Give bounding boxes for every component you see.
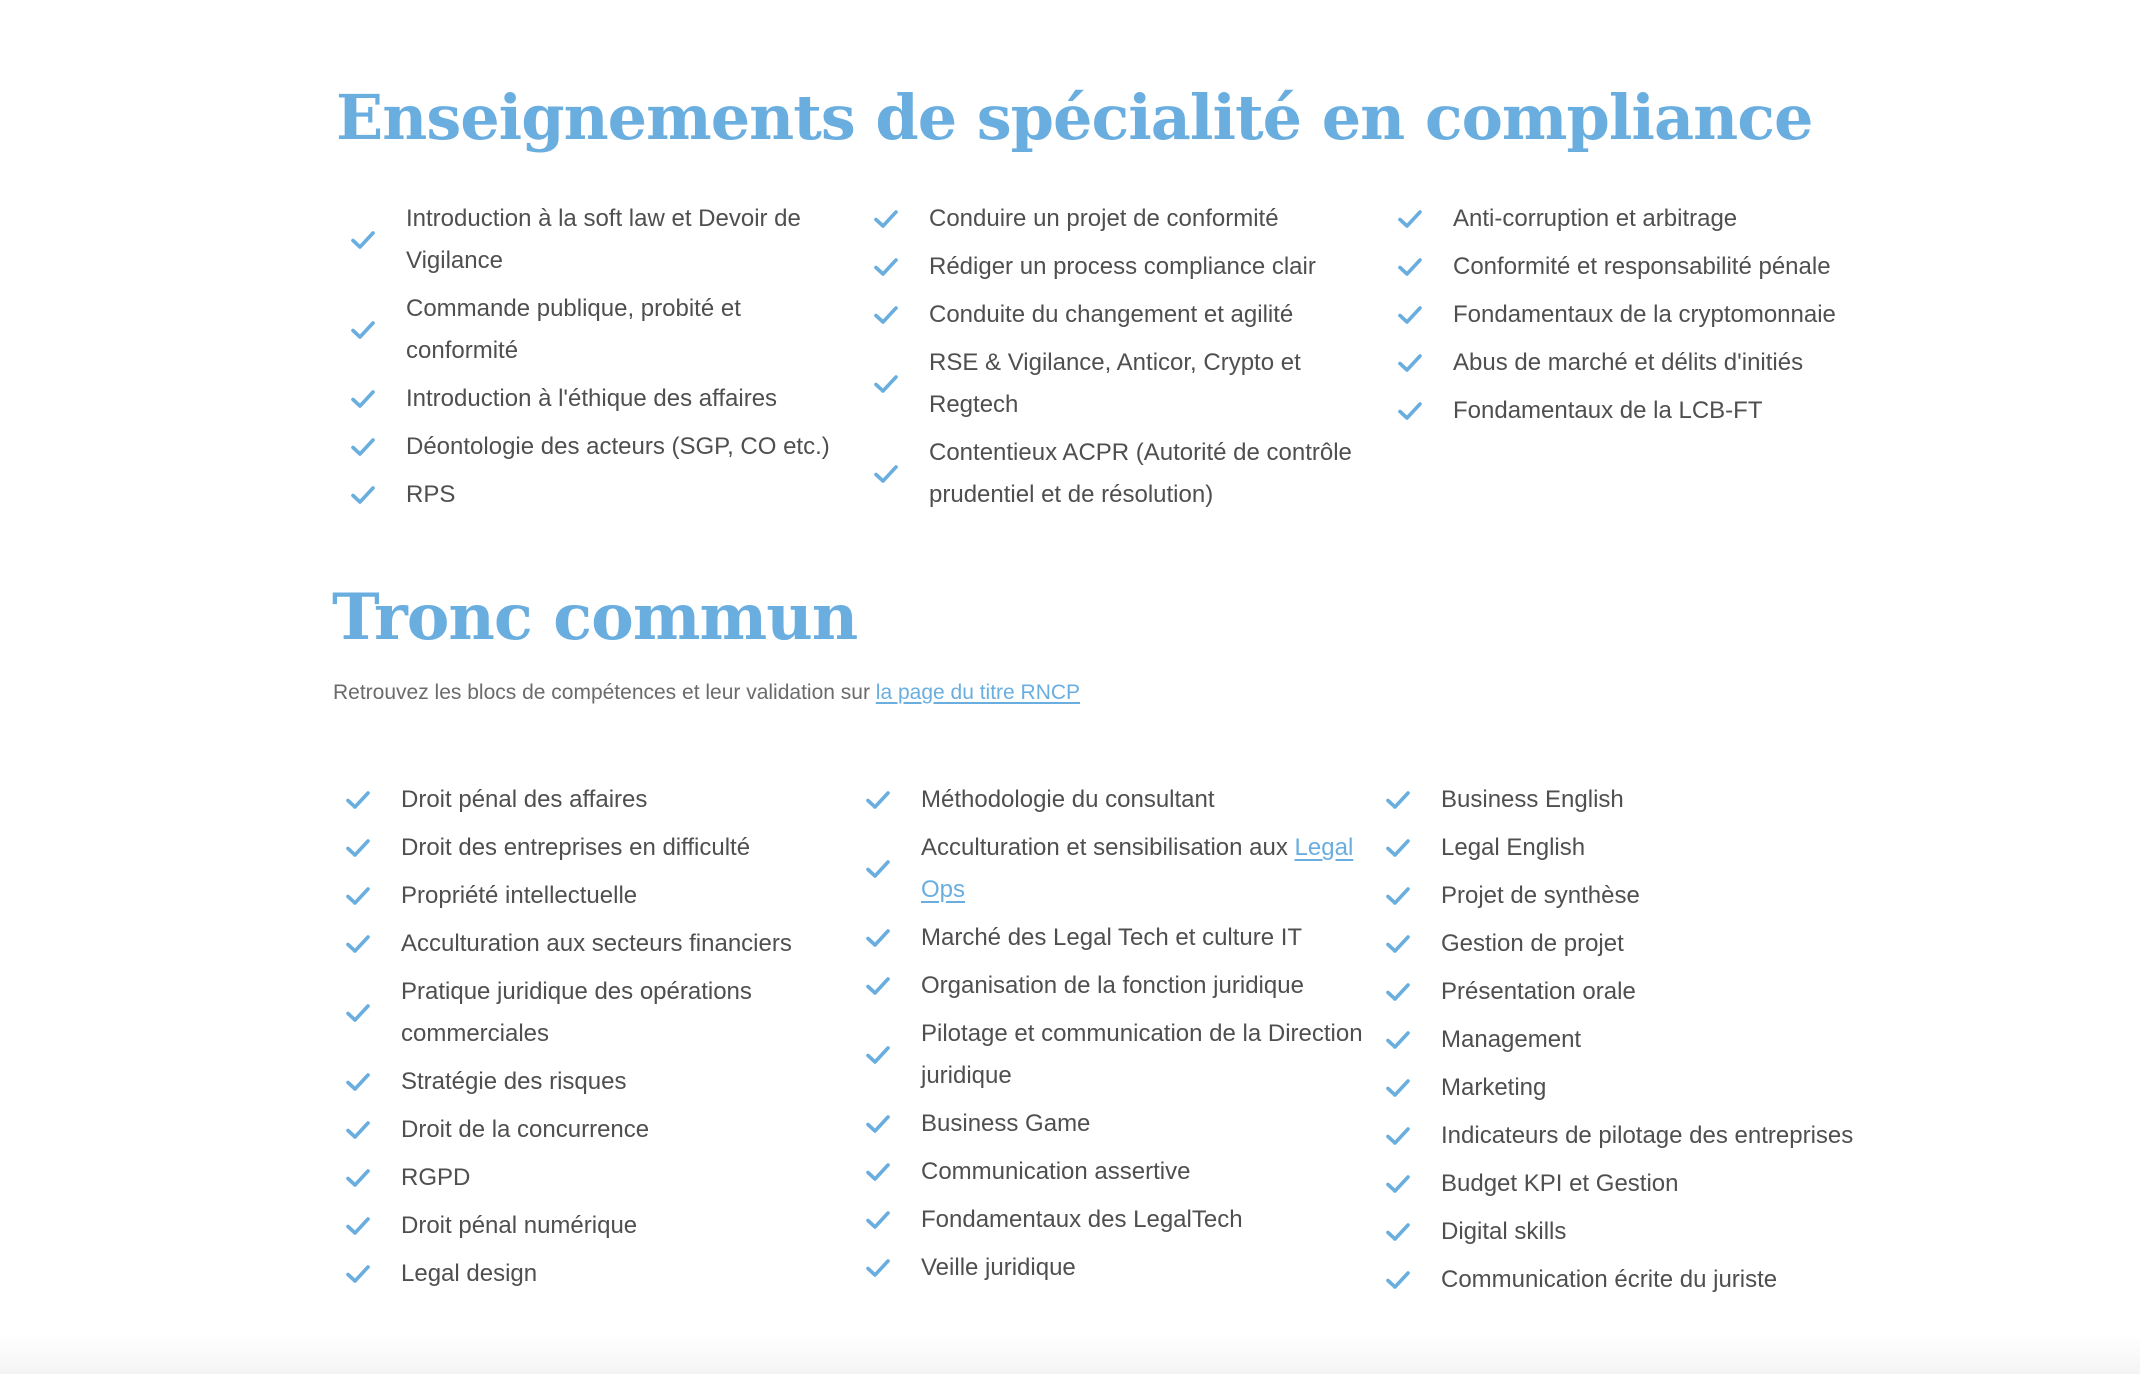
list-item [345, 1058, 845, 1106]
list-item [865, 962, 1365, 1010]
bottom-fade [0, 1334, 2140, 1374]
list-item [1385, 1256, 1945, 1304]
check-icon [1397, 208, 1423, 230]
list-item [345, 968, 845, 1058]
rncp-link[interactable]: la page du titre RNCP [875, 681, 1081, 704]
list-item-label: Conduire un projet de conformité [929, 205, 1279, 232]
list-item [350, 471, 850, 519]
list-item-label: Pilotage et communication de la Direction juridique [921, 1020, 1363, 1089]
check-icon [1385, 1077, 1411, 1099]
check-icon [865, 1113, 891, 1135]
list-item [345, 920, 845, 968]
list-item [865, 1010, 1365, 1100]
check-icon [865, 858, 891, 880]
legal-ops-link[interactable]: Legal Ops [921, 834, 1354, 903]
list-item-label: Commande publique, probité et conformité [406, 295, 741, 364]
list-item-label: Déontologie des acteurs (SGP, CO etc.) [406, 433, 830, 460]
list-item-label: Legal English [1441, 834, 1586, 861]
check-icon [1385, 1221, 1411, 1243]
list-item [345, 1106, 845, 1154]
specialite-column-1 [350, 195, 850, 519]
list-item-label: Rédiger un process compliance clair [929, 253, 1316, 280]
check-icon [345, 1119, 371, 1141]
check-icon [345, 789, 371, 811]
check-icon [350, 229, 376, 251]
list-item-label: Fondamentaux de la LCB-FT [1453, 397, 1763, 424]
list-item [865, 1100, 1365, 1148]
list-item [873, 243, 1393, 291]
list-item [1385, 920, 1945, 968]
list-item-label: Business English [1441, 786, 1624, 813]
check-icon [865, 789, 891, 811]
list-item [865, 1148, 1365, 1196]
section-title-specialite: Enseignements de spécialité en compliance [336, 81, 1813, 154]
list-item [1385, 968, 1945, 1016]
check-icon [865, 1257, 891, 1279]
list-item [865, 1196, 1365, 1244]
list-item-label: Introduction à la soft law et Devoir de Vigilance [406, 205, 801, 274]
list-item [865, 824, 1365, 914]
list-item [1397, 339, 1917, 387]
check-icon [350, 436, 376, 458]
list-item-label: Conformité et responsabilité pénale [1453, 253, 1831, 280]
list-item-label: Organisation de la fonction juridique [921, 972, 1304, 999]
check-icon [350, 388, 376, 410]
intro-label: Retrouvez les blocs de compétences et leur validation sur [333, 681, 876, 704]
list-item [350, 423, 850, 471]
list-item-label: RGPD [401, 1164, 471, 1191]
list-item [865, 914, 1365, 962]
list-item-label: Indicateurs de pilotage des entreprises [1441, 1122, 1854, 1149]
list-item-label: Fondamentaux de la cryptomonnaie [1453, 301, 1836, 328]
section-title-tronc-commun: Tronc commun [332, 580, 858, 655]
list-item [1385, 824, 1945, 872]
check-icon [1385, 789, 1411, 811]
check-icon [865, 1044, 891, 1066]
check-icon [1385, 981, 1411, 1003]
tronc-column-2 [865, 776, 1365, 1292]
tronc-column-3 [1385, 776, 1945, 1304]
check-icon [1385, 1029, 1411, 1051]
list-item-label: Marché des Legal Tech et culture IT [921, 924, 1303, 951]
check-icon [865, 1161, 891, 1183]
list-item-label: Communication assertive [921, 1158, 1191, 1185]
check-icon [345, 885, 371, 907]
check-icon [1385, 837, 1411, 859]
list-item [1385, 776, 1945, 824]
check-icon [873, 208, 899, 230]
list-item-label: Stratégie des risques [401, 1068, 627, 1095]
check-icon [865, 975, 891, 997]
intro-text [333, 677, 1080, 709]
list-item [345, 872, 845, 920]
check-icon [345, 1002, 371, 1024]
list-item-label: Gestion de projet [1441, 930, 1624, 957]
check-icon [1397, 352, 1423, 374]
specialite-column-2 [873, 195, 1393, 519]
check-icon [873, 304, 899, 326]
list-item-label: Pratique juridique des opérations commerciales [401, 978, 752, 1047]
list-item [1385, 1160, 1945, 1208]
list-item-label: Anti-corruption et arbitrage [1453, 205, 1738, 232]
list-item-label: Présentation orale [1441, 978, 1636, 1005]
list-item-label: Méthodologie du consultant [921, 786, 1215, 813]
list-item [350, 195, 850, 285]
list-item-label: Communication écrite du juriste [1441, 1266, 1778, 1293]
list-item [1385, 1112, 1945, 1160]
list-item-label: Digital skills [1441, 1218, 1567, 1245]
list-item [350, 375, 850, 423]
check-icon [345, 837, 371, 859]
check-icon [350, 319, 376, 341]
list-item [345, 1202, 845, 1250]
list-item [865, 1244, 1365, 1292]
list-item-label: Droit des entreprises en difficulté [401, 834, 751, 861]
list-item [1397, 243, 1917, 291]
check-icon [1385, 933, 1411, 955]
list-item-label: Projet de synthèse [1441, 882, 1640, 909]
list-item-label: Acculturation aux secteurs financiers [401, 930, 792, 957]
list-item-label: Droit pénal numérique [401, 1212, 638, 1239]
check-icon [865, 1209, 891, 1231]
check-icon [1397, 304, 1423, 326]
check-icon [345, 1215, 371, 1237]
list-item-label-text: Acculturation et sensibilisation aux [921, 834, 1295, 861]
check-icon [1385, 1269, 1411, 1291]
list-item [1397, 291, 1917, 339]
list-item [345, 1154, 845, 1202]
check-icon [873, 373, 899, 395]
list-item [873, 195, 1393, 243]
check-icon [350, 484, 376, 506]
check-icon [1385, 1173, 1411, 1195]
list-item [1385, 1208, 1945, 1256]
list-item-label: Droit pénal des affaires [401, 786, 648, 813]
list-item [865, 776, 1365, 824]
list-item [1385, 1064, 1945, 1112]
list-item-label: Fondamentaux des LegalTech [921, 1206, 1243, 1233]
check-icon [873, 463, 899, 485]
list-item-label: Conduite du changement et agilité [929, 301, 1294, 328]
list-item-label: Contentieux ACPR (Autorité de contrôle prudentiel et de résolution) [929, 439, 1352, 508]
list-item-label: Business Game [921, 1110, 1091, 1137]
specialite-column-3 [1397, 195, 1917, 435]
list-item-label: RSE & Vigilance, Anticor, Crypto et Regtech [929, 349, 1301, 418]
list-item [345, 776, 845, 824]
list-item-label [921, 827, 1365, 911]
list-item [1385, 872, 1945, 920]
list-item [345, 824, 845, 872]
list-item [350, 285, 850, 375]
list-item-label: Abus de marché et délits d'initiés [1453, 349, 1804, 376]
list-item [873, 291, 1393, 339]
list-item [1397, 195, 1917, 243]
list-item [345, 1250, 845, 1298]
list-item-label: RPS [406, 481, 456, 508]
check-icon [345, 1263, 371, 1285]
list-item [1385, 1016, 1945, 1064]
check-icon [345, 933, 371, 955]
list-item-label: Management [1441, 1026, 1582, 1053]
list-item [873, 339, 1393, 429]
list-item-label: Marketing [1441, 1074, 1547, 1101]
list-item-label: Propriété intellectuelle [401, 882, 638, 909]
list-item-label: Veille juridique [921, 1254, 1076, 1281]
tronc-column-1 [345, 776, 845, 1298]
check-icon [865, 927, 891, 949]
list-item-label: Droit de la concurrence [401, 1116, 650, 1143]
check-icon [1385, 885, 1411, 907]
check-icon [345, 1071, 371, 1093]
check-icon [873, 256, 899, 278]
list-item-label: Budget KPI et Gestion [1441, 1170, 1679, 1197]
check-icon [1397, 400, 1423, 422]
check-icon [1397, 256, 1423, 278]
list-item-label: Legal design [401, 1260, 538, 1287]
check-icon [1385, 1125, 1411, 1147]
list-item-label: Introduction à l'éthique des affaires [406, 385, 778, 412]
list-item [873, 429, 1393, 519]
check-icon [345, 1167, 371, 1189]
list-item [1397, 387, 1917, 435]
